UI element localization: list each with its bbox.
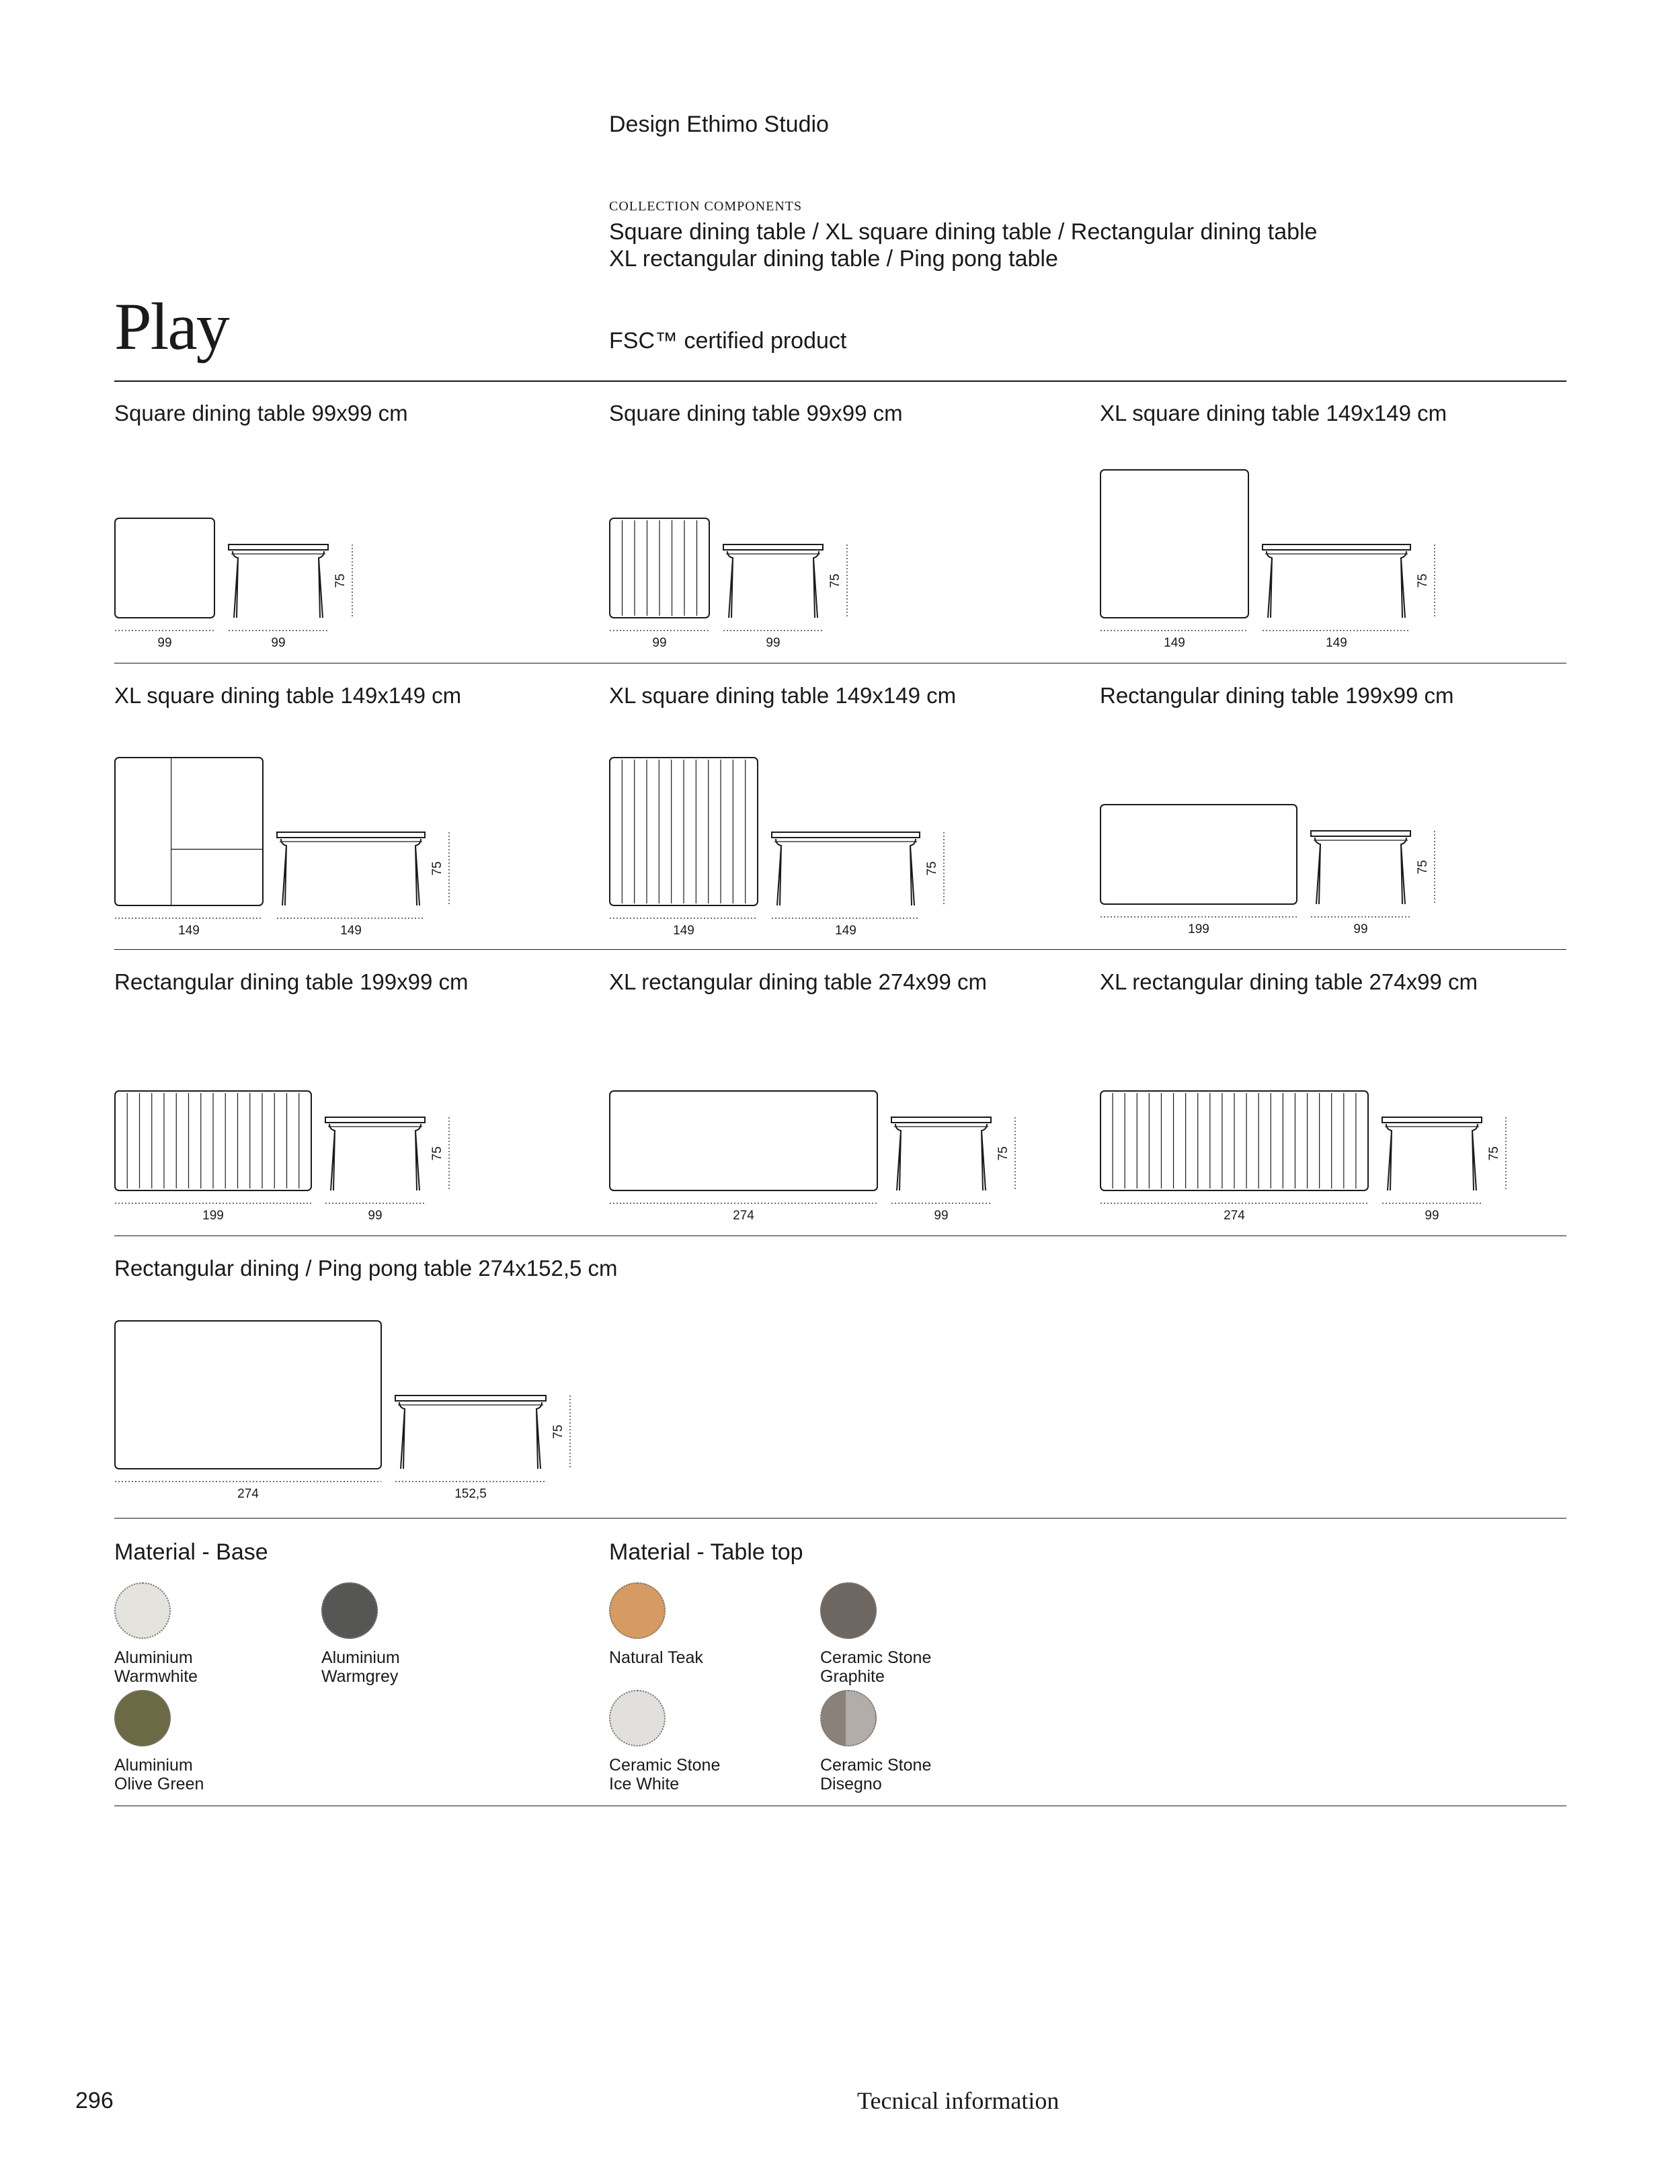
dim-label-side-width: 99	[271, 636, 286, 650]
dim-label-plan-width: 99	[157, 636, 172, 650]
swatch-ceramic-stone-ice-white	[609, 1690, 666, 1746]
dim-label-plan-width: 199	[202, 1209, 224, 1223]
dim-label-height: 75	[551, 1424, 565, 1439]
plan-view	[610, 758, 758, 905]
swatch-label-line2: Warmgrey	[321, 1667, 399, 1686]
dim-label-height: 75	[1487, 1146, 1501, 1161]
side-leg-right	[415, 1124, 421, 1190]
product-drawing-5	[609, 757, 960, 945]
side-top	[1263, 544, 1410, 550]
dim-label-side-width: 99	[368, 1209, 383, 1223]
product-title-10: Rectangular dining / Ping pong table 274x152,5 cm	[114, 1256, 618, 1281]
row-divider-4	[114, 1518, 1566, 1519]
table-top-outline	[1101, 470, 1248, 618]
swatch-label-natural-teak	[609, 1648, 703, 1667]
dim-label-height: 75	[828, 573, 842, 588]
product-title-6: Rectangular dining table 199x99 cm	[1100, 683, 1454, 708]
product-title-8: XL rectangular dining table 274x99 cm	[609, 969, 987, 994]
table-top-outline	[115, 1321, 381, 1469]
swatch-aluminium-warmwhite	[114, 1582, 171, 1639]
plan-view	[115, 758, 263, 905]
side-elevation	[395, 1396, 546, 1469]
dim-label-side-width: 149	[340, 924, 362, 938]
swatch-label-aluminium-warmgrey	[321, 1648, 400, 1686]
side-top	[1382, 1117, 1482, 1123]
designer-credit: Design Ethimo Studio	[609, 112, 829, 137]
side-leg-right	[1401, 551, 1406, 618]
swatch-label-line1: Aluminium	[114, 1756, 193, 1775]
side-top	[229, 544, 328, 550]
side-leg-right	[536, 1402, 542, 1469]
side-top	[891, 1117, 991, 1123]
side-leg-left	[1267, 551, 1272, 618]
product-title-3: XL square dining table 149x149 cm	[1100, 401, 1447, 426]
product-title-7: Rectangular dining table 199x99 cm	[114, 969, 469, 994]
dim-label-side-width: 99	[1425, 1209, 1439, 1223]
dim-label-plan-width: 149	[1164, 636, 1185, 650]
side-top	[772, 832, 920, 838]
swatch-label-ceramic-stone-ice-white	[609, 1756, 720, 1793]
swatch-ceramic-stone-graphite	[820, 1582, 877, 1639]
plan-view	[115, 1321, 381, 1469]
side-top	[1311, 831, 1410, 836]
swatch-label-aluminium-olive-green	[114, 1756, 204, 1793]
dim-label-side-width: 99	[766, 636, 781, 650]
product-drawing-6	[1100, 804, 1451, 944]
product-drawing-9	[1100, 1090, 1522, 1230]
dim-label-plan-width: 99	[652, 636, 667, 650]
swatch-label-aluminium-warmwhite	[114, 1648, 198, 1686]
dim-label-side-width: 99	[1353, 922, 1368, 936]
plan-view	[115, 1091, 311, 1190]
header-divider	[114, 380, 1566, 382]
dim-label-height: 75	[996, 1146, 1010, 1161]
side-leg-right	[982, 1124, 987, 1190]
side-leg-right	[910, 839, 916, 905]
side-top	[723, 544, 823, 550]
swatch-label-line1: Natural Teak	[609, 1648, 703, 1667]
side-top	[395, 1396, 546, 1401]
side-leg-left	[776, 839, 781, 905]
dim-label-plan-width: 199	[1188, 922, 1209, 936]
product-drawing-8	[609, 1090, 1031, 1230]
swatch-label-line2: Graphite	[820, 1667, 885, 1686]
table-top-outline	[115, 518, 214, 618]
dim-label-plan-width: 149	[178, 924, 200, 938]
collection-components-line-2: XL rectangular dining table / Ping pong table	[609, 246, 1058, 272]
side-top	[325, 1117, 425, 1123]
product-title-1: Square dining table 99x99 cm	[114, 401, 408, 426]
side-leg-right	[319, 551, 324, 618]
dim-label-height: 75	[925, 861, 939, 876]
side-elevation	[891, 1117, 991, 1190]
swatch-label-line2: Ice White	[609, 1775, 680, 1793]
dim-label-plan-width: 149	[673, 924, 694, 938]
table-top-outline	[1101, 805, 1297, 904]
side-elevation	[229, 544, 328, 618]
swatch-label-line1: Ceramic Stone	[820, 1756, 932, 1775]
product-drawing-3	[1100, 469, 1451, 657]
swatch-label-line1: Ceramic Stone	[820, 1648, 932, 1667]
side-leg-right	[813, 551, 819, 618]
product-title-5: XL square dining table 149x149 cm	[609, 683, 957, 708]
product-drawing-10	[114, 1320, 586, 1508]
dim-label-height: 75	[1416, 573, 1430, 588]
dim-label-plan-width: 274	[1224, 1209, 1245, 1223]
dim-label-plan-width: 274	[237, 1487, 259, 1501]
side-elevation	[1311, 831, 1410, 904]
dim-label-plan-width: 274	[733, 1209, 754, 1223]
material-top-title: Material - Table top	[609, 1539, 803, 1565]
side-elevation	[1382, 1117, 1482, 1190]
product-drawing-1	[114, 518, 368, 657]
dim-label-height: 75	[430, 861, 444, 876]
swatch-label-line2: Olive Green	[114, 1775, 204, 1793]
plan-view	[610, 1091, 877, 1190]
swatch-label-line2: Disegno	[820, 1775, 882, 1793]
side-elevation	[723, 544, 823, 618]
side-leg-left	[281, 839, 286, 905]
swatch-label-line2: Warmwhite	[114, 1667, 198, 1686]
plan-view	[1101, 1091, 1368, 1190]
product-title-2: Square dining table 99x99 cm	[609, 401, 903, 426]
swatch-label-ceramic-stone-disegno	[820, 1756, 931, 1793]
swatch-label-line1: Aluminium	[321, 1648, 400, 1667]
collection-components-label: COLLECTION COMPONENTS	[609, 199, 803, 214]
side-leg-left	[233, 551, 238, 618]
plan-view	[1101, 805, 1297, 904]
plan-view	[1101, 470, 1248, 618]
dim-label-side-width: 152,5	[454, 1487, 487, 1501]
dim-label-side-width: 99	[934, 1209, 949, 1223]
side-leg-right	[415, 839, 421, 905]
footer-section-title: Tecnical information	[857, 2087, 1059, 2114]
swatch-ceramic-stone-disegno	[820, 1690, 877, 1746]
swatch-label-line1: Ceramic Stone	[609, 1756, 721, 1775]
row-divider-2	[114, 949, 1566, 950]
swatch-natural-teak	[609, 1582, 666, 1639]
material-base-title: Material - Base	[114, 1539, 268, 1565]
table-top-outline	[610, 1091, 877, 1190]
swatch-label-ceramic-stone-graphite	[820, 1648, 931, 1686]
plan-view	[610, 518, 709, 618]
page-number: 296	[75, 2088, 114, 2113]
product-title: Play	[114, 289, 229, 364]
table-top-outline	[115, 758, 263, 905]
side-leg-left	[895, 1124, 901, 1190]
plan-view	[115, 518, 214, 618]
dim-label-side-width: 149	[835, 924, 856, 938]
side-leg-left	[329, 1124, 335, 1190]
side-leg-right	[1472, 1124, 1478, 1190]
product-title-4: XL square dining table 149x149 cm	[114, 683, 462, 708]
swatch-aluminium-warmgrey	[321, 1582, 378, 1639]
side-elevation	[325, 1117, 425, 1190]
dim-label-height: 75	[333, 573, 348, 588]
swatch-label-line1: Aluminium	[114, 1648, 193, 1667]
product-drawing-4	[114, 757, 465, 945]
dim-label-side-width: 149	[1326, 636, 1347, 650]
product-title-9: XL rectangular dining table 274x99 cm	[1100, 969, 1478, 994]
side-elevation	[277, 832, 425, 905]
side-leg-left	[727, 551, 733, 618]
side-elevation	[1263, 544, 1410, 618]
side-leg-left	[1315, 838, 1320, 904]
collection-components-line-1: Square dining table / XL square dining table / Rectangular dining table	[609, 219, 1318, 245]
side-leg-right	[1401, 838, 1406, 904]
certification-note: FSC™ certified product	[609, 328, 847, 354]
product-drawing-7	[114, 1090, 465, 1230]
side-elevation	[772, 832, 920, 905]
dim-label-height: 75	[1416, 860, 1430, 875]
dim-label-height: 75	[430, 1146, 444, 1161]
swatch-aluminium-olive-green	[114, 1690, 171, 1746]
side-leg-left	[399, 1402, 405, 1469]
side-top	[277, 832, 425, 838]
side-leg-left	[1386, 1124, 1392, 1190]
product-drawing-2	[609, 518, 863, 657]
